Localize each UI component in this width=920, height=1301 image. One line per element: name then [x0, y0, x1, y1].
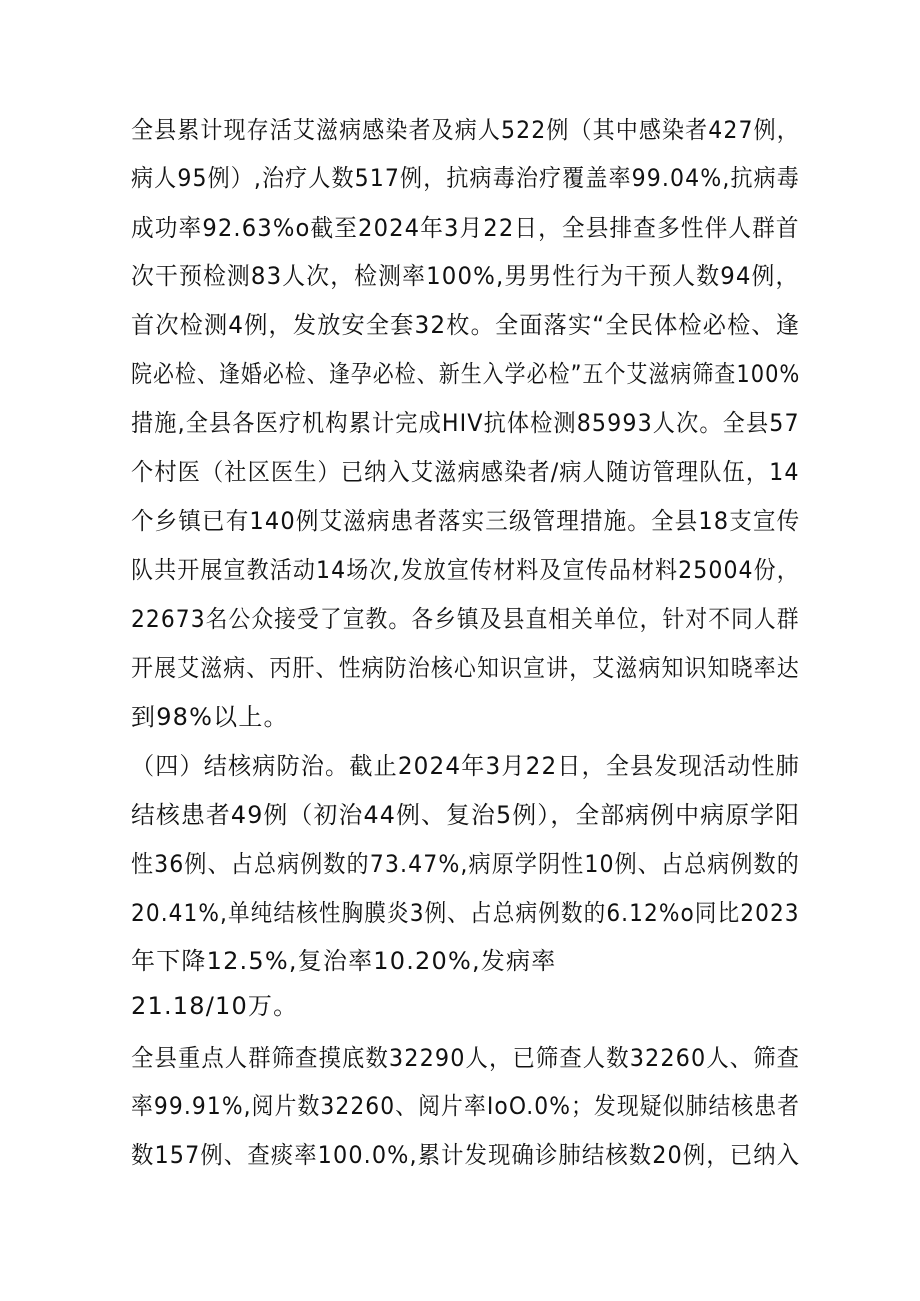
- paragraph-line: 个村医（社区医生）已纳入艾滋病感染者/病人随访管理队伍，14: [131, 458, 800, 486]
- paragraph-line: 年下降12.5%,复治率10.20%,发病率: [131, 947, 557, 975]
- paragraph-line: 个乡镇已有140例艾滋病患者落实三级管理措施。全县18支宣传: [131, 507, 801, 535]
- paragraph-line: 到98%以上。: [131, 703, 289, 731]
- paragraph-line: 首次检测4例，发放安全套32枚。全面落实“全民体检必检、逢: [131, 311, 801, 339]
- paragraph-line: 队共开展宣教活动14场次,发放宣传材料及宣传品材料25004份，: [131, 556, 800, 584]
- paragraph-line: 性36例、占总病例数的73.47%,病原学阴性10例、占总病例数的: [131, 850, 800, 878]
- paragraph-line: 措施,全县各医疗机构累计完成HIV抗体检测85993人次。全县57: [131, 409, 800, 437]
- paragraph-line: 数157例、查痰率100.0%,累计发现确诊肺结核数20例，已纳入: [131, 1141, 801, 1169]
- paragraph-line: 率99.91%,阅片数32260、阅片率IoO.0%；发现疑似肺结核患者: [131, 1092, 801, 1120]
- paragraph-line: 22673名公众接受了宣教。各乡镇及县直相关单位，针对不同人群: [131, 605, 800, 633]
- paragraph-line: 病人95例）,治疗人数517例，抗病毒治疗覆盖率99.04%,抗病毒: [131, 164, 800, 192]
- paragraph-line: 全县重点人群筛查摸底数32290人，已筛查人数32260人、筛查: [131, 1044, 801, 1072]
- paragraph-line: 全县累计现存活艾滋病感染者及病人522例（其中感染者427例，: [131, 116, 800, 144]
- paragraph-line: 院必检、逢婚必检、逢孕必检、新生入学必检”五个艾滋病筛查100%: [131, 360, 801, 388]
- paragraph-line: 成功率92.63%o截至2024年3月22日，全县排查多性伴人群首: [131, 214, 800, 242]
- paragraph-line: 次干预检测83人次，检测率100%,男男性行为干预人数94例，: [131, 262, 800, 290]
- paragraph-line: 开展艾滋病、丙肝、性病防治核心知识宣讲，艾滋病知识知晓率达: [131, 654, 800, 682]
- paragraph-line: 21.18/10万。: [131, 992, 299, 1020]
- section-heading-line: （四）结核病防治。截止2024年3月22日，全县发现活动性肺: [131, 752, 800, 780]
- paragraph-line: 结核患者49例（初治44例、复治5例），全部病例中病原学阳: [131, 801, 801, 829]
- paragraph-line: 20.41%,单纯结核性胸膜炎3例、占总病例数的6.12%o同比2023: [131, 899, 800, 927]
